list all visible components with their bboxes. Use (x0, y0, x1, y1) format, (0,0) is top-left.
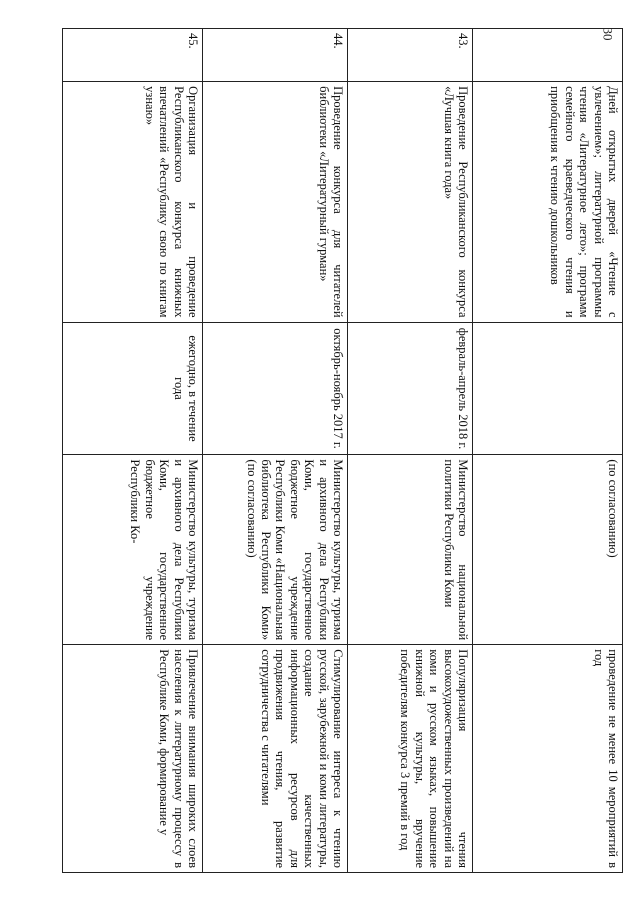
date-cell (473, 322, 623, 455)
result-cell: проведение не менее 10 мероприятий в год (473, 645, 623, 873)
responsible-cell: Министерство культуры, туризма и архивного дела Республики Коми, государственное бюджетное учреждение Республики Коми «Национальная библиотека Республики Коми» (по согласованию) (203, 455, 348, 645)
table-row (473, 29, 623, 873)
responsible-cell: (по согласованию) (473, 455, 623, 645)
row-number: 45. (63, 29, 203, 82)
date-cell: октябрь-ноябрь 2017 г. (203, 322, 348, 455)
result-cell: Популяризация чтения высокохудожественных произведений на коми и русском языках, повышение книжной культуры, вручение победителям конкурса 3 премий в год (348, 645, 473, 873)
activity-cell: Проведение конкурса для читателей библиотеки «Литературный гурман» (203, 82, 348, 322)
responsible-cell: Министерство культуры, туризма и архивного дела Республики Коми, государственное бюджетное учреждение Республики Ко- (63, 455, 203, 645)
table-row (63, 29, 203, 873)
activity-cell: Организация и проведение Республиканского конкурса книжных впечатлений «Республику свою по книгам узнаю» (63, 82, 203, 322)
date-cell: ежегодно, в течение года (63, 322, 203, 455)
plan-table (62, 28, 623, 873)
date-cell: февраль-апрель 2018 г. (348, 322, 473, 455)
page-number: 30 (600, 27, 616, 41)
activity-cell: Дней открытых дверей «Чтение с увлечением»; литературной программы чтения «Литературное лето»; программ семейного краеведческого чтения и приобщения к чтению дошкольников (473, 82, 623, 322)
table-row (348, 29, 473, 873)
activity-cell: Проведение Республиканского конкурса «Лучшая книга года» (348, 82, 473, 322)
result-cell: Стимулирование интереса к чтению русской, зарубежной и коми литературы, создание качественных информационных ресурсов для продвижения чтения, развитие сотрудничества с читателями (203, 645, 348, 873)
rotated-table-container (63, 28, 623, 873)
responsible-cell: Министерство национальной политики Республики Коми (348, 455, 473, 645)
row-number: 44. (203, 29, 348, 82)
table-row (203, 29, 348, 873)
row-number (473, 29, 623, 82)
row-number: 43. (348, 29, 473, 82)
result-cell: Привлечение внимания широких слоев населения к литературному процессу в Республике Коми, формирование у (63, 645, 203, 873)
